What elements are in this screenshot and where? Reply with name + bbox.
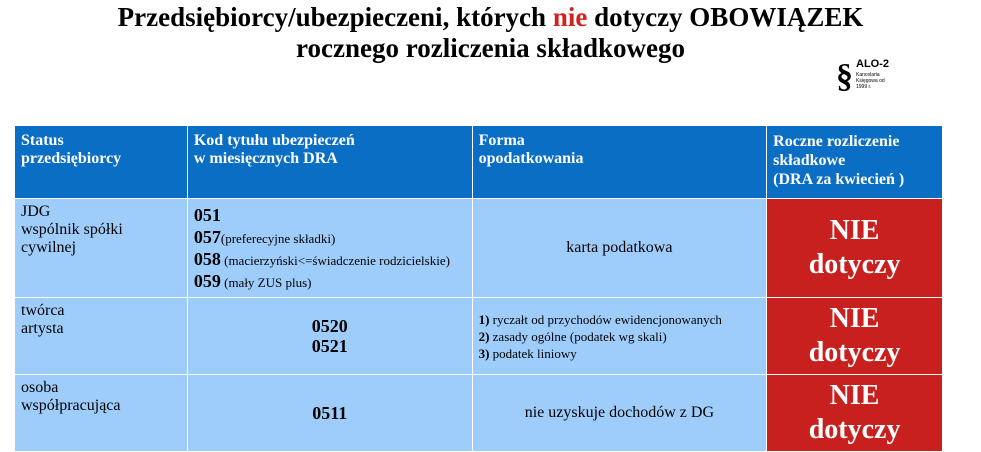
item-text: podatek liniowy — [489, 345, 577, 361]
code: 058 — [193, 249, 221, 269]
dotyczy-text: dotyczy — [808, 249, 901, 280]
logo — [836, 58, 916, 98]
code-note: (mały ZUS plus) — [220, 275, 312, 290]
status-cell — [15, 375, 188, 452]
roczne-cell — [767, 375, 943, 452]
nie-text: NIE — [829, 380, 880, 411]
roczne-cell — [767, 298, 943, 375]
status-line: JDG — [21, 203, 51, 220]
title-emphasis: nie — [552, 2, 588, 32]
logo-sub: Kancelaria Księgowa od 1999 r. — [856, 72, 885, 90]
table-header — [15, 126, 943, 199]
logo-name: ALO-2 — [856, 58, 889, 70]
code: 0511 — [312, 402, 348, 423]
status-line: wspólnik spółki — [21, 221, 123, 238]
code-note: (macierzyński<=świadczenie rodzicielskie) — [220, 253, 450, 268]
item-number: 3) — [478, 345, 490, 361]
header-cell: Status przedsiębiorcy — [15, 126, 188, 199]
status-cell — [15, 199, 188, 298]
header-cell: Kod tytułu ubezpieczeń w miesięcznych DRA — [187, 126, 472, 199]
title-text: Przedsiębiorcy/ubezpieczeni, których — [117, 2, 553, 32]
item-number: 1) — [478, 311, 490, 327]
item-number: 2) — [478, 328, 490, 344]
item-text: ryczałt od przychodów ewidencjonowanych — [489, 311, 722, 327]
status-line: twórca — [21, 302, 65, 319]
code: 051 — [193, 205, 221, 225]
dotyczy-text: dotyczy — [808, 337, 901, 368]
page-title — [0, 2, 981, 64]
forma-cell — [472, 298, 767, 375]
code: 0521 — [311, 336, 348, 356]
code-note: (preferecyjne składki) — [220, 231, 336, 246]
item-text: zasady ogólne (podatek wg skali) — [489, 328, 667, 344]
forma-cell: nie uzyskuje dochodów z DG — [472, 375, 767, 452]
status-line: współpracująca — [21, 397, 121, 414]
code: 0520 — [311, 316, 348, 336]
nie-text: NIE — [829, 303, 880, 334]
status-line: cywilnej — [21, 239, 77, 256]
forma-cell: karta podatkowa — [472, 199, 767, 298]
status-line: osoba — [21, 379, 59, 396]
codes-cell — [187, 199, 472, 298]
info-table — [14, 125, 943, 452]
section-icon: § — [836, 58, 853, 95]
title-line2: rocznego rozliczenia składkowego — [296, 33, 685, 63]
header-cell: Forma opodatkowania — [472, 126, 767, 199]
table-row — [15, 199, 943, 298]
header-cell: Roczne rozliczenie składkowe (DRA za kwiecień ) — [767, 126, 943, 199]
table-row — [15, 375, 943, 452]
code: 057 — [193, 227, 221, 247]
dotyczy-text: dotyczy — [808, 414, 901, 445]
codes-cell — [187, 298, 472, 375]
roczne-cell — [767, 199, 943, 298]
codes-cell — [187, 375, 472, 452]
logo-text — [856, 58, 896, 90]
nie-text: NIE — [829, 215, 880, 246]
status-cell — [15, 298, 188, 375]
status-line: artysta — [21, 320, 64, 337]
code: 059 — [193, 271, 221, 291]
table-row — [15, 298, 943, 375]
title-text: dotyczy OBOWIĄZEK — [587, 2, 864, 32]
